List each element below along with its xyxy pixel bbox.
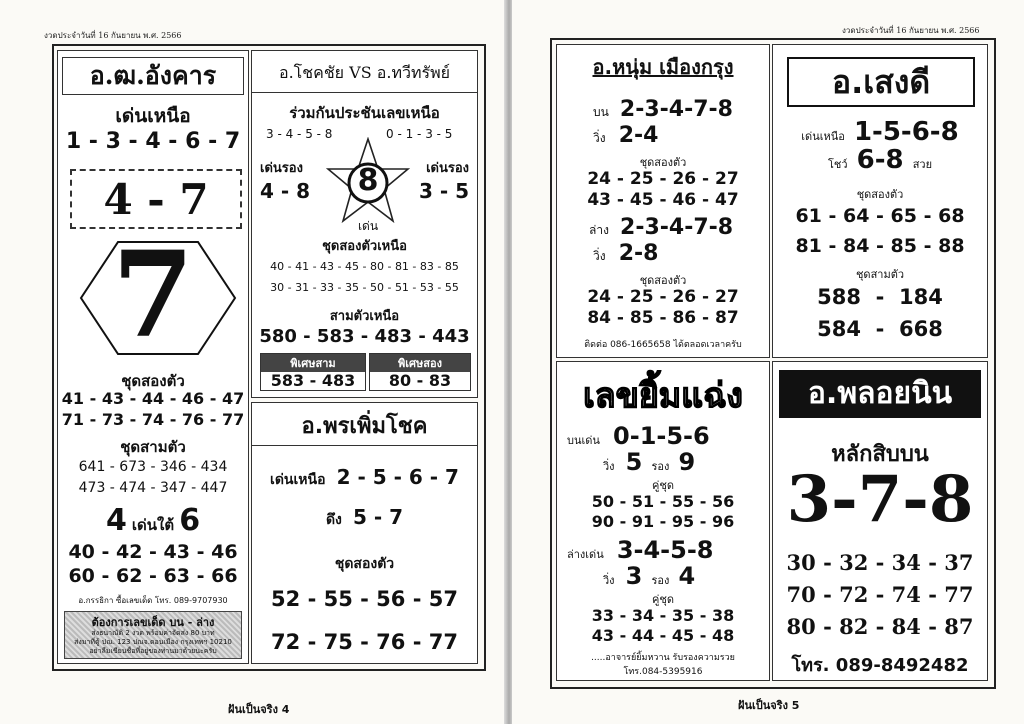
special-two: 80 - 83 [388, 371, 452, 390]
tipster-versus-panel [251, 50, 478, 398]
panel-title: อ.พลอยนิน [779, 370, 981, 418]
digit-row: 30 - 32 - 34 - 37 [786, 550, 974, 575]
special-two-box [369, 353, 471, 391]
contact-line: .....อาจารย์ยิ้มหวาน รับรองความรวย [591, 653, 735, 663]
upper-run-row [603, 448, 695, 476]
three-digit-label: ชุดสามตัว [120, 438, 186, 456]
special-three-label: พิเศษสาม [261, 354, 365, 372]
lead-digits: 1 - 3 - 4 - 6 - 7 [65, 129, 241, 154]
bottom-row: 60 - 62 - 63 - 66 [68, 565, 238, 587]
runner-left-label: เด่นรอง [260, 161, 303, 176]
three-digit-label: สามตัวเหนือ [329, 309, 400, 324]
two-digit-row: 72 - 75 - 76 - 77 [271, 630, 458, 654]
ad-line: ส่งมาที่ตู้ ปณ. 123 ปณจ.ดอนเมือง กรุงเทพฯ 10210 [74, 638, 232, 646]
runner-right-label: เด่นรอง [426, 161, 469, 176]
two-digit-row: 61 - 64 - 65 - 68 [795, 205, 965, 227]
lead-row [773, 117, 987, 147]
panel-title: อ.โชคชัย VS อ.ทวีทรัพย์ [252, 61, 477, 93]
subtitle: หลักสิบบน [831, 442, 929, 467]
boxed-pair: 4 - 7 [103, 175, 209, 224]
upper-run-label: วิ่ง [603, 460, 615, 473]
upper-run-row [593, 123, 658, 148]
upper-pair-row: 90 - 91 - 95 - 96 [591, 512, 735, 531]
star-label: เด่น [357, 219, 379, 233]
upper-two-row: 24 - 25 - 26 - 27 [587, 169, 739, 189]
lower-run-label: วิ่ง [593, 249, 606, 263]
panel-title: อ.เสงดี [787, 57, 975, 107]
boxed-pair-frame [70, 169, 242, 229]
lead-digits: 2 - 5 - 6 - 7 [336, 465, 459, 489]
highlight-label: เด่นใต้ [131, 516, 175, 534]
contact-line: ติดต่อ 086-1665658 ได้ตลอดเวลาครับ [584, 340, 742, 350]
two-digit-row: 40 - 41 - 43 - 45 - 80 - 81 - 83 - 85 [270, 260, 459, 273]
tipster-num-muangkrung-panel [556, 44, 770, 358]
mail-order-ad [64, 611, 242, 659]
three-digit-row: 588 - 184 [817, 285, 943, 309]
upper-pair-row: 50 - 51 - 55 - 56 [591, 492, 735, 511]
lead-label: เด่นเหนือ [270, 472, 326, 488]
lower-two-row: 84 - 85 - 86 - 87 [587, 308, 739, 328]
lead-digits: 1-5-6-8 [853, 117, 959, 147]
runner-left: 4 - 8 [260, 179, 311, 203]
upper-run-b: 9 [678, 448, 696, 476]
lower-run-row [593, 241, 658, 266]
upper-label: บน [593, 105, 609, 119]
show-row [773, 145, 987, 175]
highlight-a: 4 [105, 503, 127, 538]
left-page-footer: ฝันเป็นจริง 4 [228, 703, 290, 716]
two-digit-label: ชุดสองตัว [856, 188, 904, 201]
special-three-box [260, 353, 366, 391]
lead-label: เด่นเหนือ [801, 130, 845, 143]
upper-row [593, 97, 733, 122]
tipster-yimchaeng-panel [556, 361, 770, 681]
special-two-label: พิเศษสอง [370, 354, 470, 372]
upper-run-mid: รอง [651, 460, 670, 473]
three-digit-row: 584 - 668 [817, 317, 943, 341]
show-digits: 6-8 [856, 145, 904, 175]
upper-run-a: 5 [625, 448, 643, 476]
tipster-ploynin-panel [772, 361, 988, 681]
three-digit-row: 473 - 474 - 347 - 447 [78, 480, 228, 496]
lower-run-label: วิ่ง [603, 574, 615, 587]
lead-row [252, 465, 477, 491]
lower-label: ล่าง [589, 223, 609, 237]
lower-label: ล่างเด่น [567, 548, 604, 561]
lower-row [589, 215, 733, 240]
lead-label: เด่นเหนือ [115, 105, 191, 127]
phone-line: โทร.084-5395916 [623, 667, 703, 677]
panel-title: อ.หนุ่ม เมืองกรุง [592, 55, 734, 79]
tipster-sengdee-panel [772, 44, 988, 358]
lower-row [567, 536, 714, 564]
upper-two-row: 43 - 45 - 46 - 47 [587, 190, 739, 210]
lower-run-mid: รอง [651, 574, 670, 587]
special-three: 583 - 483 [270, 371, 356, 390]
two-digit-label: ชุดสองตัวเหนือ [322, 239, 407, 254]
upper-digits: 0-1-5-6 [613, 422, 710, 450]
highlight-row [58, 503, 248, 538]
panel-title: อ.ฒ.อังคาร [62, 57, 244, 95]
upper-run-label: วิ่ง [593, 131, 606, 145]
upper-row [567, 422, 710, 450]
sub-label: ดึง [325, 512, 342, 528]
three-digit-label: ชุดสามตัว [855, 268, 905, 281]
sub-row [252, 505, 477, 531]
set-right: 0 - 1 - 3 - 5 [386, 127, 453, 141]
panel-title: อ.พรเพิ่มโชค [252, 409, 477, 446]
left-page [0, 0, 506, 724]
left-page-header: งวดประจำวันที่ 16 กันยายน พ.ศ. 2566 [44, 31, 182, 40]
big-digits: 3-7-8 [786, 462, 974, 537]
upper-label: บนเด่น [567, 434, 600, 447]
bottom-row: 40 - 42 - 43 - 46 [68, 541, 238, 563]
two-digit-label: ชุดสองตัว [334, 556, 395, 572]
two-digit-row: 30 - 31 - 33 - 35 - 50 - 51 - 53 - 55 [270, 281, 459, 294]
lower-digits: 2-3-4-7-8 [620, 215, 734, 240]
two-digit-label: ชุดสองตัว [121, 372, 185, 390]
two-digit-row: 81 - 84 - 85 - 88 [795, 235, 965, 257]
upper-digits: 2-3-4-7-8 [619, 97, 733, 122]
two-digit-row: 41 - 43 - 44 - 46 - 47 [61, 389, 245, 408]
lower-two-row: 24 - 25 - 26 - 27 [587, 287, 739, 307]
phone-line: โทร. 089-8492482 [791, 655, 969, 676]
lower-two-label: ชุดสองตัว [639, 274, 687, 287]
show-suffix: สวย [912, 158, 933, 171]
lower-run-row [603, 562, 695, 590]
sub-digits: 5 - 7 [352, 505, 404, 529]
three-digit-row: 580 - 583 - 483 - 443 [259, 326, 470, 347]
three-digit-row: 641 - 673 - 346 - 434 [78, 459, 228, 475]
contact-line: อ.กรรธิกา ซื้อเลขเด็ด โทร. 089-9707930 [78, 596, 228, 605]
panel-title: เลขยิ้มแฉ่ง [583, 376, 743, 416]
digit-row: 70 - 72 - 74 - 77 [786, 582, 974, 607]
digit-row: 80 - 82 - 84 - 87 [786, 614, 974, 639]
runner-right: 3 - 5 [418, 179, 469, 203]
upper-pair-label: คู่ชุด [652, 479, 674, 492]
set-left: 3 - 4 - 5 - 8 [266, 127, 333, 141]
lower-run-a: 3 [625, 562, 643, 590]
lower-digits: 3-4-5-8 [616, 536, 714, 564]
tipster-pornpermchok-panel [251, 402, 478, 664]
upper-run: 2-4 [618, 123, 659, 148]
lower-run: 2-8 [618, 241, 659, 266]
show-label: โชว์ [827, 158, 848, 171]
star-digit: 8 [357, 163, 379, 198]
subtitle: ร่วมกันประชันเลขเหนือ [289, 104, 440, 122]
ad-title: ต้องการเลขเด็ด บน - ล่าง [91, 616, 215, 629]
big-digit: 7 [111, 225, 195, 364]
lower-run-b: 4 [678, 562, 696, 590]
right-page-header: งวดประจำวันที่ 16 กันยายน พ.ศ. 2566 [842, 26, 980, 35]
tipster-angkhan-panel [57, 50, 249, 664]
upper-two-label: ชุดสองตัว [639, 156, 687, 169]
right-page-footer: ฝันเป็นจริง 5 [738, 699, 800, 712]
lower-pair-row: 33 - 34 - 35 - 38 [591, 606, 735, 625]
two-digit-row: 52 - 55 - 56 - 57 [271, 587, 458, 611]
right-page [512, 0, 1024, 724]
two-digit-row: 71 - 73 - 74 - 76 - 77 [61, 410, 245, 429]
ad-line: ส่งธนาณัติ 2 งวด พร้อมค่าจัดส่ง 80 บาท [91, 629, 215, 637]
ad-line: อย่าลืมเขียนชื่อที่อยู่ของท่านมาด้วยนะครับ [89, 647, 217, 655]
lower-pair-row: 43 - 44 - 45 - 48 [591, 626, 735, 645]
highlight-b: 6 [179, 503, 201, 538]
lower-pair-label: คู่ชุด [652, 593, 674, 606]
